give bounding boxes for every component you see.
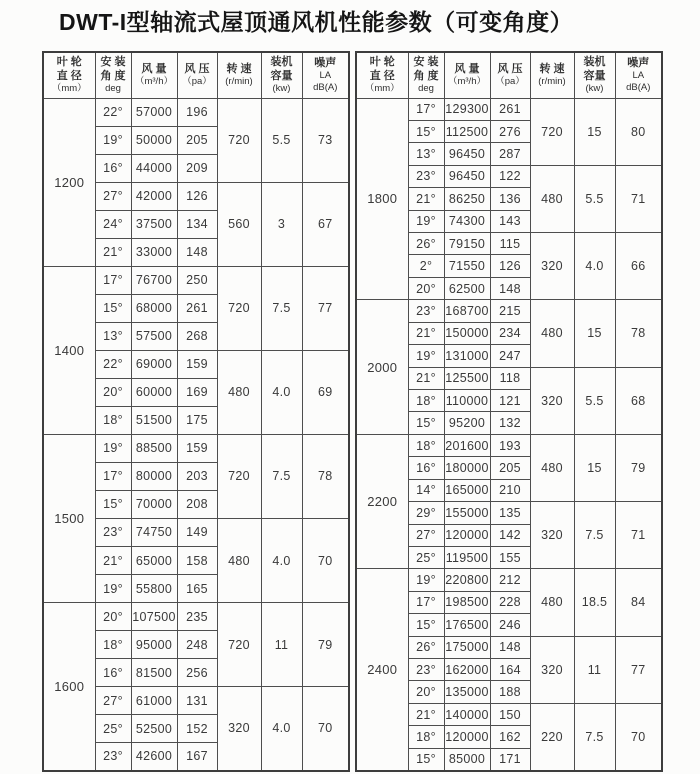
pressure-cell: 150 bbox=[490, 703, 530, 725]
angle-cell: 27° bbox=[95, 687, 131, 715]
angle-cell: 15° bbox=[95, 490, 131, 518]
diameter-cell: 2000 bbox=[356, 300, 408, 435]
volume-cell: 125500 bbox=[444, 367, 490, 389]
speed-cell: 480 bbox=[217, 518, 261, 602]
pressure-cell: 234 bbox=[490, 322, 530, 344]
volume-cell: 150000 bbox=[444, 322, 490, 344]
header-line: 转 速 bbox=[226, 62, 252, 75]
angle-cell: 19° bbox=[408, 569, 444, 591]
angle-cell: 19° bbox=[408, 345, 444, 367]
pressure-cell: 208 bbox=[177, 490, 217, 518]
capacity-cell: 15 bbox=[574, 434, 615, 501]
angle-cell: 21° bbox=[408, 703, 444, 725]
header-line: 风 量 bbox=[454, 62, 480, 75]
speed-cell: 320 bbox=[530, 367, 574, 434]
pressure-cell: 212 bbox=[490, 569, 530, 591]
angle-cell: 20° bbox=[95, 603, 131, 631]
angle-cell: 17° bbox=[95, 462, 131, 490]
volume-cell: 198500 bbox=[444, 591, 490, 613]
header-noise bbox=[615, 52, 662, 98]
volume-cell: 62500 bbox=[444, 277, 490, 299]
performance-table-left bbox=[42, 51, 350, 772]
volume-cell: 131000 bbox=[444, 345, 490, 367]
diameter-cell: 1600 bbox=[43, 603, 95, 771]
volume-cell: 175000 bbox=[444, 636, 490, 658]
angle-cell: 29° bbox=[408, 502, 444, 524]
performance-table-right bbox=[355, 51, 663, 772]
angle-cell: 17° bbox=[408, 591, 444, 613]
pressure-cell: 143 bbox=[490, 210, 530, 232]
angle-cell: 23° bbox=[408, 300, 444, 322]
angle-cell: 23° bbox=[95, 743, 131, 771]
header-line: dB(A) bbox=[313, 81, 338, 93]
volume-cell: 135000 bbox=[444, 681, 490, 703]
speed-cell: 320 bbox=[530, 233, 574, 300]
pressure-cell: 126 bbox=[177, 182, 217, 210]
pressure-cell: 210 bbox=[490, 479, 530, 501]
header-line: （m³/h） bbox=[447, 76, 486, 88]
pressure-cell: 115 bbox=[490, 233, 530, 255]
volume-cell: 201600 bbox=[444, 434, 490, 456]
header-line: (kw) bbox=[585, 82, 604, 94]
volume-cell: 96450 bbox=[444, 143, 490, 165]
volume-cell: 81500 bbox=[131, 659, 177, 687]
pressure-cell: 132 bbox=[490, 412, 530, 434]
pressure-cell: 268 bbox=[177, 322, 217, 350]
speed-cell: 480 bbox=[217, 350, 261, 434]
angle-cell: 26° bbox=[408, 636, 444, 658]
header-line: 风 压 bbox=[184, 62, 210, 75]
angle-cell: 19° bbox=[95, 126, 131, 154]
header-line: dB(A) bbox=[626, 81, 651, 93]
noise-cell: 77 bbox=[615, 636, 662, 703]
header-line: 角 度 bbox=[100, 69, 126, 82]
diameter-cell: 2400 bbox=[356, 569, 408, 771]
pressure-cell: 118 bbox=[490, 367, 530, 389]
angle-cell: 22° bbox=[95, 98, 131, 126]
pressure-cell: 136 bbox=[490, 188, 530, 210]
angle-cell: 23° bbox=[408, 165, 444, 187]
header-line: (r/min) bbox=[538, 76, 566, 88]
capacity-cell: 5.5 bbox=[261, 98, 302, 182]
header-line: 安 装 bbox=[413, 56, 439, 69]
capacity-cell: 5.5 bbox=[574, 165, 615, 232]
header-line: 风 量 bbox=[141, 62, 167, 75]
angle-cell: 18° bbox=[408, 726, 444, 748]
angle-cell: 16° bbox=[408, 457, 444, 479]
header-line: LA bbox=[632, 70, 645, 82]
angle-cell: 27° bbox=[95, 182, 131, 210]
header-line: 容量 bbox=[270, 69, 293, 82]
header-diameter bbox=[356, 52, 408, 98]
pressure-cell: 203 bbox=[177, 462, 217, 490]
speed-cell: 480 bbox=[530, 300, 574, 367]
header-line: 转 速 bbox=[539, 62, 565, 75]
pressure-cell: 246 bbox=[490, 614, 530, 636]
angle-cell: 17° bbox=[95, 266, 131, 294]
volume-cell: 60000 bbox=[131, 378, 177, 406]
header-line: 噪声 bbox=[314, 57, 337, 70]
noise-cell: 78 bbox=[302, 434, 349, 518]
angle-cell: 18° bbox=[408, 389, 444, 411]
pressure-cell: 158 bbox=[177, 547, 217, 575]
noise-cell: 68 bbox=[615, 367, 662, 434]
noise-cell: 79 bbox=[615, 434, 662, 501]
angle-cell: 19° bbox=[408, 210, 444, 232]
speed-cell: 480 bbox=[530, 165, 574, 232]
pressure-cell: 287 bbox=[490, 143, 530, 165]
volume-cell: 71550 bbox=[444, 255, 490, 277]
volume-cell: 42600 bbox=[131, 743, 177, 771]
noise-cell: 78 bbox=[615, 300, 662, 367]
table-row bbox=[43, 266, 349, 294]
noise-cell: 69 bbox=[302, 350, 349, 434]
volume-cell: 95200 bbox=[444, 412, 490, 434]
capacity-cell: 4.0 bbox=[261, 350, 302, 434]
volume-cell: 42000 bbox=[131, 182, 177, 210]
capacity-cell: 7.5 bbox=[261, 266, 302, 350]
pressure-cell: 209 bbox=[177, 154, 217, 182]
pressure-cell: 155 bbox=[490, 546, 530, 568]
capacity-cell: 4.0 bbox=[261, 518, 302, 602]
speed-cell: 480 bbox=[530, 434, 574, 501]
header-row bbox=[43, 52, 349, 98]
pressure-cell: 126 bbox=[490, 255, 530, 277]
volume-cell: 107500 bbox=[131, 603, 177, 631]
pressure-cell: 215 bbox=[490, 300, 530, 322]
header-speed bbox=[530, 52, 574, 98]
capacity-cell: 15 bbox=[574, 98, 615, 165]
header-pressure bbox=[177, 52, 217, 98]
pressure-cell: 148 bbox=[490, 277, 530, 299]
volume-cell: 74750 bbox=[131, 518, 177, 546]
header-capacity bbox=[574, 52, 615, 98]
pressure-cell: 142 bbox=[490, 524, 530, 546]
angle-cell: 15° bbox=[408, 120, 444, 142]
header-angle bbox=[95, 52, 131, 98]
angle-cell: 21° bbox=[95, 547, 131, 575]
angle-cell: 19° bbox=[95, 575, 131, 603]
capacity-cell: 5.5 bbox=[574, 367, 615, 434]
header-row bbox=[356, 52, 662, 98]
pressure-cell: 164 bbox=[490, 659, 530, 681]
capacity-cell: 7.5 bbox=[574, 703, 615, 770]
diameter-cell: 1500 bbox=[43, 434, 95, 602]
pressure-cell: 205 bbox=[490, 457, 530, 479]
speed-cell: 560 bbox=[217, 182, 261, 266]
volume-cell: 140000 bbox=[444, 703, 490, 725]
header-line: 叶 轮 bbox=[369, 56, 395, 69]
volume-cell: 70000 bbox=[131, 490, 177, 518]
volume-cell: 79150 bbox=[444, 233, 490, 255]
header-volume bbox=[444, 52, 490, 98]
header-volume bbox=[131, 52, 177, 98]
page-title: DWT-I型轴流式屋顶通风机性能参数（可变角度） bbox=[59, 9, 574, 35]
pressure-cell: 261 bbox=[177, 294, 217, 322]
pressure-cell: 193 bbox=[490, 434, 530, 456]
header-line: 叶 轮 bbox=[56, 56, 82, 69]
volume-cell: 95000 bbox=[131, 631, 177, 659]
header-pressure bbox=[490, 52, 530, 98]
noise-cell: 66 bbox=[615, 233, 662, 300]
pressure-cell: 131 bbox=[177, 687, 217, 715]
pressure-cell: 171 bbox=[490, 748, 530, 770]
table-row bbox=[356, 98, 662, 120]
pressure-cell: 162 bbox=[490, 726, 530, 748]
angle-cell: 23° bbox=[95, 518, 131, 546]
angle-cell: 13° bbox=[408, 143, 444, 165]
angle-cell: 24° bbox=[95, 210, 131, 238]
speed-cell: 720 bbox=[217, 266, 261, 350]
noise-cell: 80 bbox=[615, 98, 662, 165]
capacity-cell: 4.0 bbox=[574, 233, 615, 300]
diameter-cell: 2200 bbox=[356, 434, 408, 569]
speed-cell: 720 bbox=[217, 434, 261, 518]
noise-cell: 70 bbox=[302, 687, 349, 771]
pressure-cell: 148 bbox=[177, 238, 217, 266]
header-line: deg bbox=[418, 82, 434, 94]
pressure-cell: 165 bbox=[177, 575, 217, 603]
header-line: (kw) bbox=[272, 82, 291, 94]
volume-cell: 80000 bbox=[131, 462, 177, 490]
pressure-cell: 169 bbox=[177, 378, 217, 406]
volume-cell: 86250 bbox=[444, 188, 490, 210]
pressure-cell: 159 bbox=[177, 434, 217, 462]
header-line: 噪声 bbox=[627, 57, 650, 70]
volume-cell: 68000 bbox=[131, 294, 177, 322]
pressure-cell: 159 bbox=[177, 350, 217, 378]
volume-cell: 88500 bbox=[131, 434, 177, 462]
volume-cell: 162000 bbox=[444, 659, 490, 681]
pressure-cell: 196 bbox=[177, 98, 217, 126]
noise-cell: 71 bbox=[615, 502, 662, 569]
angle-cell: 25° bbox=[95, 715, 131, 743]
pressure-cell: 256 bbox=[177, 659, 217, 687]
noise-cell: 70 bbox=[615, 703, 662, 770]
volume-cell: 155000 bbox=[444, 502, 490, 524]
header-line: 直 径 bbox=[369, 69, 395, 82]
noise-cell: 77 bbox=[302, 266, 349, 350]
noise-cell: 73 bbox=[302, 98, 349, 182]
pressure-cell: 122 bbox=[490, 165, 530, 187]
angle-cell: 21° bbox=[408, 322, 444, 344]
table-row bbox=[356, 300, 662, 322]
volume-cell: 69000 bbox=[131, 350, 177, 378]
angle-cell: 20° bbox=[95, 378, 131, 406]
volume-cell: 119500 bbox=[444, 546, 490, 568]
speed-cell: 720 bbox=[530, 98, 574, 165]
volume-cell: 50000 bbox=[131, 126, 177, 154]
header-line: 风 压 bbox=[497, 62, 523, 75]
angle-cell: 16° bbox=[95, 659, 131, 687]
speed-cell: 720 bbox=[217, 603, 261, 687]
volume-cell: 76700 bbox=[131, 266, 177, 294]
noise-cell: 79 bbox=[302, 603, 349, 687]
speed-cell: 720 bbox=[217, 98, 261, 182]
angle-cell: 13° bbox=[95, 322, 131, 350]
capacity-cell: 7.5 bbox=[574, 502, 615, 569]
header-line: (r/min) bbox=[225, 76, 253, 88]
volume-cell: 65000 bbox=[131, 547, 177, 575]
capacity-cell: 11 bbox=[261, 603, 302, 687]
angle-cell: 21° bbox=[408, 188, 444, 210]
angle-cell: 20° bbox=[408, 681, 444, 703]
angle-cell: 14° bbox=[408, 479, 444, 501]
volume-cell: 220800 bbox=[444, 569, 490, 591]
header-line: 角 度 bbox=[413, 69, 439, 82]
header-line: 容量 bbox=[583, 69, 606, 82]
performance-table-right-slot bbox=[355, 51, 663, 772]
speed-cell: 320 bbox=[530, 636, 574, 703]
header-line: 装机 bbox=[583, 56, 606, 69]
header-line: 安 装 bbox=[100, 56, 126, 69]
volume-cell: 110000 bbox=[444, 389, 490, 411]
pressure-cell: 247 bbox=[490, 345, 530, 367]
volume-cell: 168700 bbox=[444, 300, 490, 322]
volume-cell: 120000 bbox=[444, 726, 490, 748]
header-line: （mm） bbox=[364, 82, 400, 94]
header-line: 装机 bbox=[270, 56, 293, 69]
pressure-cell: 167 bbox=[177, 743, 217, 771]
speed-cell: 220 bbox=[530, 703, 574, 770]
pressure-cell: 121 bbox=[490, 389, 530, 411]
angle-cell: 2° bbox=[408, 255, 444, 277]
header-capacity bbox=[261, 52, 302, 98]
volume-cell: 55800 bbox=[131, 575, 177, 603]
header-line: （m³/h） bbox=[134, 76, 173, 88]
pressure-cell: 261 bbox=[490, 98, 530, 120]
diameter-cell: 1200 bbox=[43, 98, 95, 266]
header-noise bbox=[302, 52, 349, 98]
angle-cell: 23° bbox=[408, 659, 444, 681]
table-row bbox=[43, 603, 349, 631]
volume-cell: 129300 bbox=[444, 98, 490, 120]
angle-cell: 18° bbox=[95, 631, 131, 659]
noise-cell: 67 bbox=[302, 182, 349, 266]
diameter-cell: 1800 bbox=[356, 98, 408, 300]
tables-container bbox=[42, 51, 663, 772]
pressure-cell: 250 bbox=[177, 266, 217, 294]
pressure-cell: 235 bbox=[177, 603, 217, 631]
capacity-cell: 11 bbox=[574, 636, 615, 703]
angle-cell: 21° bbox=[408, 367, 444, 389]
pressure-cell: 175 bbox=[177, 406, 217, 434]
pressure-cell: 205 bbox=[177, 126, 217, 154]
header-angle bbox=[408, 52, 444, 98]
noise-cell: 71 bbox=[615, 165, 662, 232]
volume-cell: 57500 bbox=[131, 322, 177, 350]
diameter-cell: 1400 bbox=[43, 266, 95, 434]
angle-cell: 18° bbox=[95, 406, 131, 434]
volume-cell: 176500 bbox=[444, 614, 490, 636]
pressure-cell: 188 bbox=[490, 681, 530, 703]
volume-cell: 37500 bbox=[131, 210, 177, 238]
angle-cell: 15° bbox=[408, 748, 444, 770]
pressure-cell: 148 bbox=[490, 636, 530, 658]
angle-cell: 18° bbox=[408, 434, 444, 456]
volume-cell: 85000 bbox=[444, 748, 490, 770]
capacity-cell: 15 bbox=[574, 300, 615, 367]
capacity-cell: 4.0 bbox=[261, 687, 302, 771]
volume-cell: 112500 bbox=[444, 120, 490, 142]
angle-cell: 22° bbox=[95, 350, 131, 378]
header-line: （pa） bbox=[495, 76, 525, 88]
volume-cell: 33000 bbox=[131, 238, 177, 266]
noise-cell: 70 bbox=[302, 518, 349, 602]
angle-cell: 15° bbox=[408, 412, 444, 434]
volume-cell: 52500 bbox=[131, 715, 177, 743]
angle-cell: 25° bbox=[408, 546, 444, 568]
angle-cell: 16° bbox=[95, 154, 131, 182]
table-row bbox=[43, 434, 349, 462]
header-line: （mm） bbox=[51, 82, 87, 94]
header-diameter bbox=[43, 52, 95, 98]
pressure-cell: 276 bbox=[490, 120, 530, 142]
volume-cell: 165000 bbox=[444, 479, 490, 501]
volume-cell: 61000 bbox=[131, 687, 177, 715]
angle-cell: 26° bbox=[408, 233, 444, 255]
pressure-cell: 134 bbox=[177, 210, 217, 238]
speed-cell: 320 bbox=[217, 687, 261, 771]
volume-cell: 74300 bbox=[444, 210, 490, 232]
table-row bbox=[356, 434, 662, 456]
pressure-cell: 248 bbox=[177, 631, 217, 659]
volume-cell: 51500 bbox=[131, 406, 177, 434]
angle-cell: 27° bbox=[408, 524, 444, 546]
pressure-cell: 135 bbox=[490, 502, 530, 524]
header-speed bbox=[217, 52, 261, 98]
capacity-cell: 3 bbox=[261, 182, 302, 266]
angle-cell: 15° bbox=[95, 294, 131, 322]
pressure-cell: 152 bbox=[177, 715, 217, 743]
speed-cell: 320 bbox=[530, 502, 574, 569]
volume-cell: 44000 bbox=[131, 154, 177, 182]
angle-cell: 21° bbox=[95, 238, 131, 266]
table-row bbox=[356, 569, 662, 591]
capacity-cell: 7.5 bbox=[261, 434, 302, 518]
pressure-cell: 149 bbox=[177, 518, 217, 546]
noise-cell: 84 bbox=[615, 569, 662, 636]
angle-cell: 17° bbox=[408, 98, 444, 120]
header-line: 直 径 bbox=[56, 69, 82, 82]
header-line: deg bbox=[105, 82, 121, 94]
capacity-cell: 18.5 bbox=[574, 569, 615, 636]
header-line: （pa） bbox=[182, 76, 212, 88]
speed-cell: 480 bbox=[530, 569, 574, 636]
header-line: LA bbox=[319, 70, 332, 82]
volume-cell: 57000 bbox=[131, 98, 177, 126]
pressure-cell: 228 bbox=[490, 591, 530, 613]
volume-cell: 96450 bbox=[444, 165, 490, 187]
volume-cell: 120000 bbox=[444, 524, 490, 546]
angle-cell: 15° bbox=[408, 614, 444, 636]
angle-cell: 20° bbox=[408, 277, 444, 299]
table-row bbox=[43, 98, 349, 126]
volume-cell: 180000 bbox=[444, 457, 490, 479]
angle-cell: 19° bbox=[95, 434, 131, 462]
performance-table-left-slot bbox=[42, 51, 350, 772]
